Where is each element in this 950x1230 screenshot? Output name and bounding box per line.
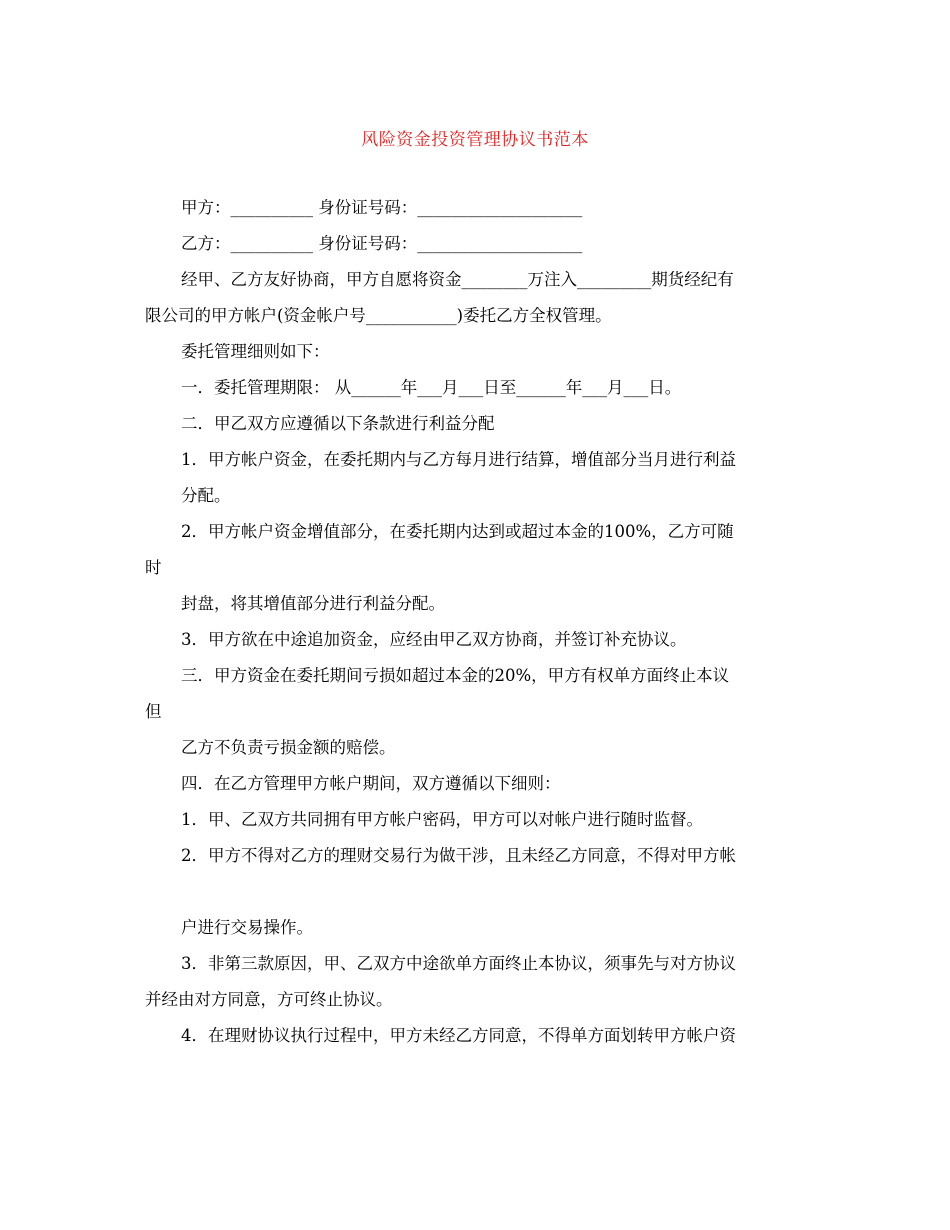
clause-3-cont: 乙方不负责亏损金额的赔偿。 [181,738,396,757]
clause-2-item-2-wrap: 时 [145,558,162,577]
clause-4-item-3: 3．非第三款原因，甲、乙双方中途欲单方面终止本协议，须事先与对方协议 [181,954,736,973]
clause-2-item-3: 3．甲方欲在中途追加资金，应经由甲乙双方协商，并签订补充协议。 [181,630,687,649]
rules-heading: 委托管理细则如下： [181,342,330,361]
clause-2-item-1-cont: 分配。 [181,486,231,505]
clause-4-item-4: 4．在理财协议执行过程中，甲方未经乙方同意，不得单方面划转甲方帐户资 [181,1026,736,1045]
intro-paragraph-line: 经甲、乙方友好协商，甲方自愿将资金________万注入_________期货经纪有 [181,270,734,289]
intro-paragraph-line: 限公司的甲方帐户(资金帐户号___________)委托乙方全权管理。 [145,306,612,325]
party-b-line: 乙方：__________ 身份证号码：____________________ [181,234,583,253]
party-a-line: 甲方：__________ 身份证号码：____________________ [181,198,583,217]
clause-4-item-3-cont: 并经由对方同意，方可终止协议。 [145,990,393,1009]
clause-3: 三．甲方资金在委托期间亏损如超过本金的20%，甲方有权单方面终止本议 [181,666,730,685]
clause-3-wrap: 但 [145,702,162,721]
clause-4-item-2-cont: 户进行交易操作。 [181,918,313,937]
clause-4-item-1: 1．甲、乙双方共同拥有甲方帐户密码，甲方可以对帐户进行随时监督。 [181,810,703,829]
clause-2-heading: 二．甲乙双方应遵循以下条款进行利益分配 [181,414,495,433]
clause-2-item-2: 2．甲方帐户资金增值部分，在委托期内达到或超过本金的100%，乙方可随 [181,522,734,541]
document-title: 风险资金投资管理协议书范本 [361,130,589,150]
clause-2-item-2-cont: 封盘，将其增值部分进行利益分配。 [181,594,445,613]
clause-4-heading: 四．在乙方管理甲方帐户期间，双方遵循以下细则： [181,774,561,793]
clause-1-term: 一．委托管理期限： 从______年___月___日至______年___月___日。 [181,378,682,397]
clause-2-item-1: 1．甲方帐户资金，在委托期内与乙方每月进行结算，增值部分当月进行利益 [181,450,736,469]
clause-4-item-2: 2．甲方不得对乙方的理财交易行为做干涉，且未经乙方同意，不得对甲方帐 [181,846,736,865]
